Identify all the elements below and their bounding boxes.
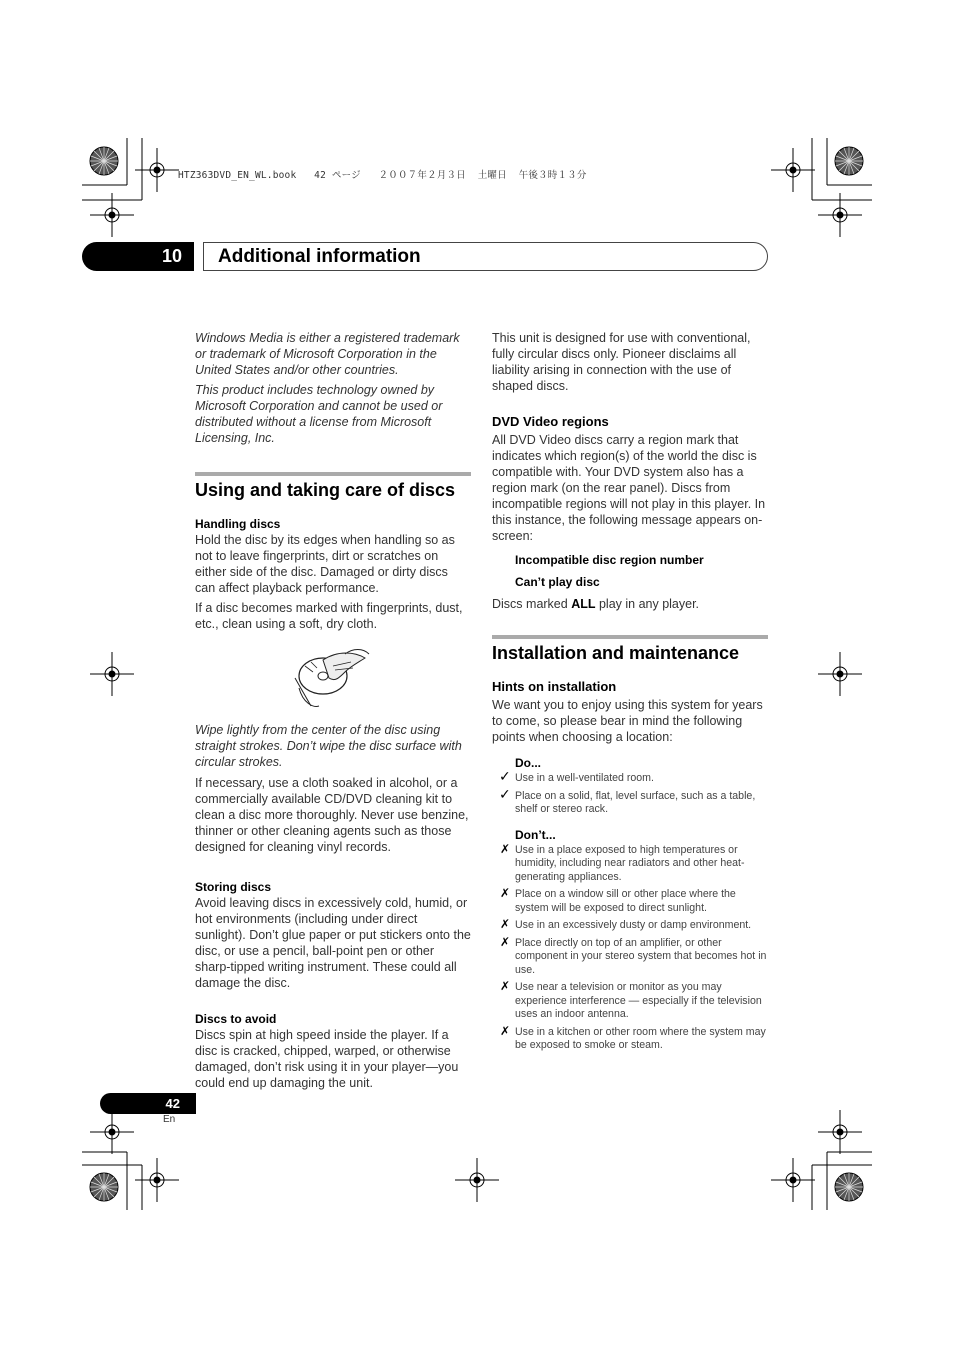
cross-icon: ✗ xyxy=(500,917,511,931)
list-item: ✗ Use in an excessively dusty or damp environment. xyxy=(500,917,752,931)
dont-list xyxy=(492,841,768,1053)
discs-to-avoid-text: Discs spin at high speed inside the player. If a disc is cracked, chipped, warped, or otherwise damaged, don’t risk using it in your player—you could end up damaging the unit. xyxy=(195,1028,459,1090)
cleaning-caption: Wipe lightly from the center of the disc using straight strokes. Don’t wipe the disc surface with circular strokes. xyxy=(195,723,462,769)
cleaning-kit-text: If necessary, use a cloth soaked in alcohol, or a commercially available CD/DVD cleaning kit to clean a disc more thoroughly. Never use benzine, thinner or other cleaning agents such as those designed for cleaning vinyl records. xyxy=(195,776,469,854)
region-message-2: Can’t play disc xyxy=(515,575,600,589)
discs-to-avoid-title: Discs to avoid xyxy=(195,1012,277,1026)
cross-icon: ✗ xyxy=(500,886,511,900)
list-item: ✗ Place directly on top of an amplifier, or other component in your stereo system that becomes hot in use. xyxy=(500,934,767,976)
chapter-number: 10 xyxy=(82,242,194,271)
disc-cleaning-illustration xyxy=(195,642,471,714)
dont-title: Don’t... xyxy=(515,827,556,842)
hints-title: Hints on installation xyxy=(492,679,617,694)
list-item: ✗ Place on a window sill or other place where the system will be exposed to direct sunlight. xyxy=(500,886,736,914)
handling-discs-title: Handling discs xyxy=(195,517,281,531)
shaped-discs-text: This unit is designed for use with conventional, fully circular discs only. Pioneer disclaims all liability arising in connection with the use of shaped discs. xyxy=(492,331,751,393)
dvd-regions-title: DVD Video regions xyxy=(492,414,609,429)
do-list xyxy=(492,768,768,817)
cross-icon: ✗ xyxy=(500,979,511,993)
list-item: ✓ Use in a well-ventilated room. xyxy=(499,768,654,784)
list-item: ✓ Place on a solid, flat, level surface, such as a table, shelf or stereo rack. xyxy=(499,785,756,815)
check-icon: ✓ xyxy=(499,785,511,802)
page-number: 42 xyxy=(100,1093,196,1114)
left-column xyxy=(195,330,471,1095)
storing-discs-text: Avoid leaving discs in excessively cold, humid, or hot environments (including under direct sunlight). Don’t glue paper or put stickers onto the disc, or use a pencil, ball-point pen or other sharp-tipped writing instrument. These could all damage the disc. xyxy=(195,896,471,990)
check-icon: ✓ xyxy=(499,768,511,784)
handling-discs-text: Hold the disc by its edges when handling so as not to leave fingerprints, dirt or scratches on either side of the disc. Damaged or dirty discs can affect playback performance. xyxy=(195,533,455,595)
storing-discs-title: Storing discs xyxy=(195,880,272,894)
region-message-1: Incompatible disc region number xyxy=(515,553,704,567)
handling-discs-clean: If a disc becomes marked with fingerprints, dust, etc., clean using a soft, dry cloth. xyxy=(195,601,463,631)
right-column xyxy=(492,330,768,1057)
all-region-note: Discs marked ALL play in any player. xyxy=(492,597,700,611)
print-slug: HTZ363DVD_EN_WL.book 42 ページ ２００７年２月３日 土曜日 午後３時１３分 xyxy=(178,170,587,181)
list-item: ✗ Use in a kitchen or other room where the system may be exposed to smoke or steam. xyxy=(500,1023,766,1051)
section-title-installation: Installation and maintenance xyxy=(492,635,768,661)
do-title: Do... xyxy=(515,756,541,770)
dvd-regions-text: All DVD Video discs carry a region mark that indicates which region(s) of the world the disc is compatible with. Your DVD system also has a region mark (on the rear panel). Discs from incompatible regions will not play in this player. In this instance, the following message appears on-screen: xyxy=(492,433,766,543)
list-item: ✗ Use in a place exposed to high temperatures or humidity, including near radiators and other heat-generating appliances. xyxy=(500,841,745,883)
trademark-note: Windows Media is either a registered trademark or trademark of Microsoft Corporation in the United States and/or other countries. xyxy=(195,331,460,377)
cross-icon: ✗ xyxy=(500,1023,511,1038)
license-note: This product includes technology owned by Microsoft Corporation and cannot be used or distributed without a license from Microsoft Licensing, Inc. xyxy=(195,383,443,445)
hints-text: We want you to enjoy using this system for years to come, so please bear in mind the following points when choosing a location: xyxy=(492,698,763,744)
chapter-title: Additional information xyxy=(203,242,768,271)
language-label: En xyxy=(163,1114,176,1125)
list-item: ✗ Use near a television or monitor as you may experience interference — especially if the television uses an indoor antenna. xyxy=(500,979,762,1020)
section-title-discs: Using and taking care of discs xyxy=(195,472,471,498)
cross-icon: ✗ xyxy=(500,934,511,949)
cross-icon: ✗ xyxy=(500,841,511,856)
